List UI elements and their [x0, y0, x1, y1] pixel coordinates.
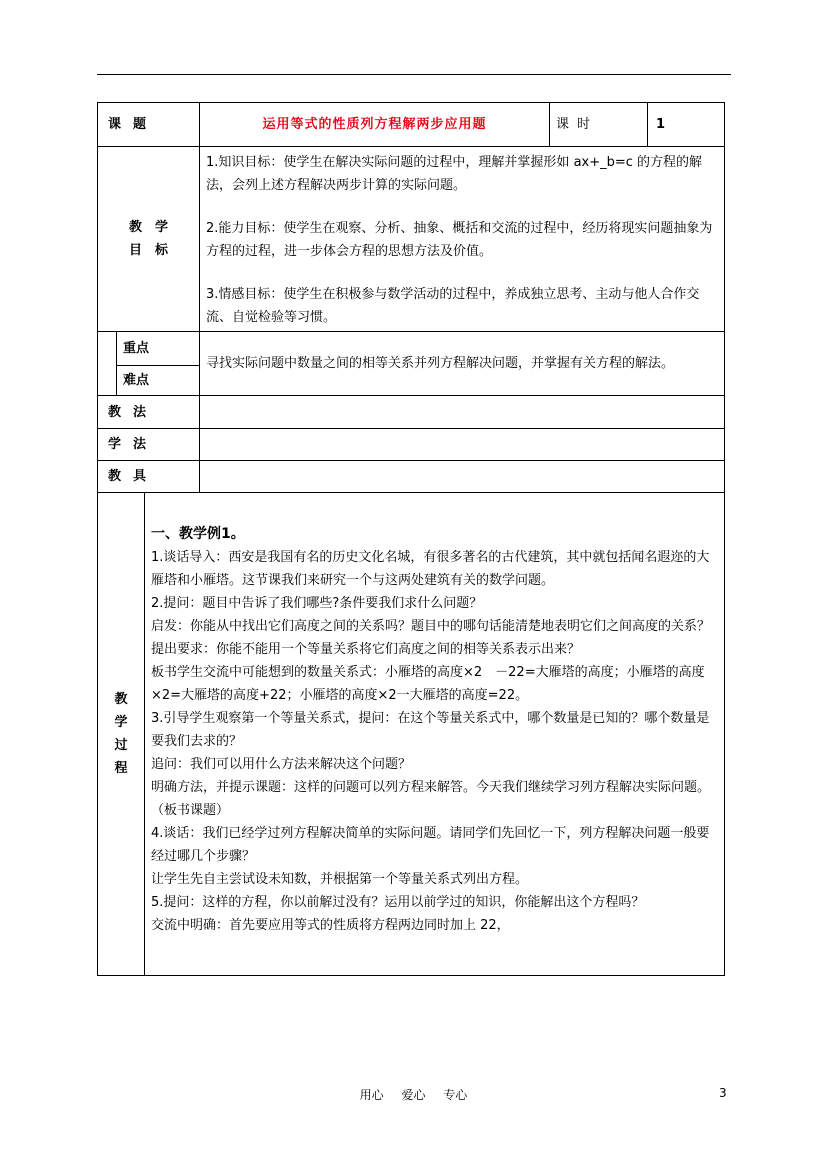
- process-paragraph: 1.谈话导入：西安是我国有名的历史文化名城，有很多著名的古代建筑，其中就包括闻名遐迩的大雁塔和小雁塔。这节课我们来研究一个与这两处建筑有关的数学问题。: [151, 550, 710, 588]
- period-value: 1: [648, 103, 725, 147]
- process-paragraph: 板书学生交流中可能想到的数量关系式：小雁塔的高度×2 －22=大雁塔的高度；小雁塔的高度×2=大雁塔的高度+22；小雁塔的高度×2一大雁塔的高度=22。: [151, 665, 705, 703]
- key-difficult-text: 寻找实际问题中数量之间的相等关系并列方程解决问题，并掌握有关方程的解法。: [200, 332, 725, 396]
- goals-label-line-1: 教 学: [129, 220, 169, 235]
- process-paragraph: 3.引导学生观察第一个等量关系式，提问：在这个等量关系式中，哪个数量是已知的？哪个数量是要我们去求的？: [151, 711, 710, 749]
- teaching-method-row: [98, 396, 725, 429]
- tools-row: [98, 461, 725, 493]
- process-label-char-2: 学: [114, 715, 128, 730]
- goal-emotion: 3.情感目标：使学生在积极参与数学活动的过程中，养成独立思考、主动与他人合作交流、自觉检验等习惯。: [206, 287, 700, 325]
- process-paragraph: 追问：我们可以用什么方法来解决这个问题？: [151, 757, 412, 772]
- process-paragraph: 让学生先自主尝试设未知数，并根据第一个等量关系式列出方程。: [151, 872, 529, 887]
- difficult-point-label: 难点: [117, 366, 200, 396]
- goals-label-line-2: 目 标: [129, 243, 169, 258]
- example-title: 一、教学例1。: [151, 526, 245, 542]
- key-point-spacer: [98, 332, 117, 396]
- goal-knowledge: 1.知识目标：使学生在解决实际问题的过程中，理解并掌握形如 ax+_b=c 的方程的解法，会列上述方程解决两步计算的实际问题。: [206, 155, 703, 193]
- learning-method-value: [200, 429, 725, 461]
- topic-row: [98, 103, 725, 147]
- header-rule: [97, 74, 731, 75]
- lesson-title: 运用等式的性质列方程解两步应用题: [200, 103, 550, 147]
- period-label: 课时: [550, 103, 648, 147]
- process-paragraph: 4.谈话：我们已经学过列方程解决简单的实际问题。请同学们先回忆一下，列方程解决问题一般要经过哪几个步骤？: [151, 826, 710, 864]
- page-number: 3: [719, 1086, 727, 1100]
- process-paragraph: 启发：你能从中找出它们高度之间的关系吗？题目中的哪句话能清楚地表明它们之间高度的关系？: [151, 619, 711, 634]
- topic-label: 课题: [98, 103, 200, 147]
- goals-label: [98, 147, 200, 332]
- goal-ability: 2.能力目标：使学生在观察、分析、抽象、概括和交流的过程中，经历将现实问题抽象为方程的过程，进一步体会方程的思想方法及价值。: [206, 221, 713, 259]
- process-paragraph: 2.提问：题目中告诉了我们哪些?条件要我们求什么问题？: [151, 596, 483, 611]
- tools-value: [200, 461, 725, 493]
- key-point-label: 重点: [117, 332, 200, 366]
- process-label-char-4: 程: [114, 761, 128, 776]
- teaching-method-label: 教法: [98, 396, 200, 429]
- process-paragraph: 交流中明确：首先要应用等式的性质将方程两边同时加上 22，: [151, 918, 510, 933]
- process-paragraph: 5.提问：这样的方程，你以前解过没有？运用以前学过的知识，你能解出这个方程吗？: [151, 895, 645, 910]
- lesson-plan-table: [97, 102, 725, 976]
- key-point-row: [98, 332, 725, 366]
- process-row: [98, 493, 725, 976]
- process-content: [145, 493, 725, 976]
- teaching-method-value: [200, 396, 725, 429]
- process-label-char-3: 过: [114, 738, 128, 753]
- tools-label: 教具: [98, 461, 200, 493]
- process-paragraph: 明确方法，并提示课题：这样的问题可以列方程来解答。今天我们继续学习列方程解决实际问题。（板书课题）: [151, 780, 711, 818]
- footer-motto: 用心 爱心 专心: [359, 1088, 468, 1102]
- process-label: [98, 493, 145, 976]
- process-label-char-1: 教: [114, 692, 128, 707]
- goals-row: [98, 147, 725, 332]
- learning-method-label: 学法: [98, 429, 200, 461]
- learning-method-row: [98, 429, 725, 461]
- process-paragraph: 提出要求：你能不能用一个等量关系将它们高度之间的相等关系表示出来？: [151, 642, 581, 657]
- goals-content: [200, 147, 725, 332]
